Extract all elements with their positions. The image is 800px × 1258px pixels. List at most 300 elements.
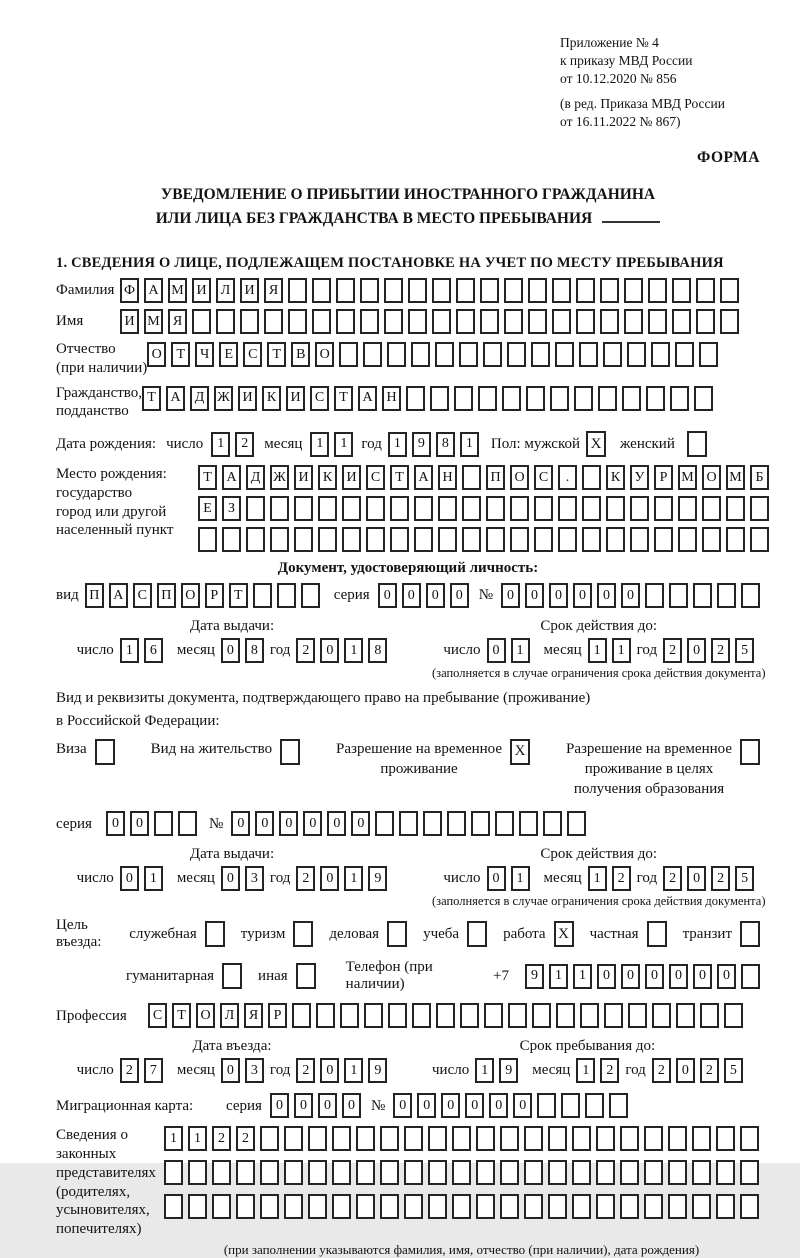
char-box [507, 342, 526, 367]
representatives-row-1 [164, 1126, 759, 1151]
char-box: М [144, 309, 163, 334]
char-box: 0 [221, 1058, 240, 1083]
char-box: 2 [711, 866, 730, 891]
char-box [741, 964, 760, 989]
residence-issue-day-boxes [120, 866, 163, 891]
char-box [548, 1126, 567, 1151]
char-box [240, 309, 259, 334]
purpose-option-work: работа X [503, 921, 574, 947]
char-box: 9 [368, 866, 387, 891]
char-box [178, 811, 197, 836]
char-box: Ж [214, 386, 233, 411]
char-box [604, 1003, 623, 1028]
char-box: 0 [231, 811, 250, 836]
name-label: Имя [56, 313, 84, 330]
char-box [668, 1126, 687, 1151]
char-box [644, 1194, 663, 1219]
amendment-line: (в ред. Приказа МВД России [560, 95, 725, 111]
char-box: 0 [270, 1093, 289, 1118]
char-box [456, 278, 475, 303]
char-box: И [120, 309, 139, 334]
char-box: 1 [188, 1126, 207, 1151]
char-box: 1 [334, 432, 353, 457]
char-box: 2 [652, 1058, 671, 1083]
char-box [628, 1003, 647, 1028]
char-box [260, 1126, 279, 1151]
char-box: 1 [120, 638, 139, 663]
doc-kind-boxes [85, 583, 320, 608]
char-box [558, 527, 577, 552]
char-box [716, 1160, 735, 1185]
char-box [388, 1003, 407, 1028]
char-box [462, 527, 481, 552]
purpose-option-tourism: туризм [241, 921, 314, 947]
migration-card-field [56, 1093, 760, 1118]
char-box: 0 [687, 866, 706, 891]
name-boxes [120, 309, 739, 334]
char-box: 1 [588, 638, 607, 663]
char-box [675, 342, 694, 367]
migration-series-boxes [270, 1093, 361, 1118]
char-box [579, 342, 598, 367]
char-box [384, 309, 403, 334]
patronymic-boxes [147, 342, 718, 367]
entry-dates [56, 1038, 760, 1083]
char-box [236, 1160, 255, 1185]
purpose-checkbox [647, 921, 667, 947]
char-box [452, 1160, 471, 1185]
char-box [270, 496, 289, 521]
representatives-label: Сведения о законных представителях (родителях, усыновителях, попечителях) [56, 1127, 156, 1238]
citizenship-boxes [142, 386, 713, 411]
form-label: ФОРМА [696, 149, 760, 167]
representatives-row-3 [164, 1194, 759, 1219]
char-box [620, 1194, 639, 1219]
char-box [471, 811, 490, 836]
char-box [387, 342, 406, 367]
char-box: 0 [597, 583, 616, 608]
char-box: С [133, 583, 152, 608]
char-box [260, 1194, 279, 1219]
char-box [332, 1160, 351, 1185]
residence-intro-2: в Российской Федерации: [56, 712, 220, 729]
char-box: . [558, 465, 577, 490]
char-box [360, 309, 379, 334]
identity-doc-kind-field [56, 583, 760, 608]
char-box: Р [268, 1003, 287, 1028]
char-box: Ф [120, 278, 139, 303]
char-box [316, 1003, 335, 1028]
char-box [561, 1093, 580, 1118]
residence-expiry-note: (заполняется в случае ограничения срока действия документа) [432, 894, 766, 909]
char-box [531, 342, 550, 367]
char-box [651, 342, 670, 367]
char-box [700, 1003, 719, 1028]
residence-permit-option [151, 739, 300, 765]
char-box: 0 [487, 638, 506, 663]
char-box [460, 1003, 479, 1028]
purpose-option-private: частная [590, 921, 667, 947]
char-box [454, 386, 473, 411]
char-box: 0 [294, 1093, 313, 1118]
char-box: 0 [303, 811, 322, 836]
char-box [284, 1126, 303, 1151]
char-box: 0 [320, 1058, 339, 1083]
char-box: 2 [236, 1126, 255, 1151]
char-box [609, 1093, 628, 1118]
char-box: У [630, 465, 649, 490]
char-box [406, 386, 425, 411]
char-box: 5 [735, 866, 754, 891]
appendix-block [560, 34, 760, 131]
char-box [519, 811, 538, 836]
char-box [435, 342, 454, 367]
char-box [696, 309, 715, 334]
char-box [484, 1003, 503, 1028]
char-box [502, 386, 521, 411]
char-box [624, 278, 643, 303]
residence-expiry-year-boxes [663, 866, 754, 891]
sex-female-label: женский [620, 435, 675, 452]
char-box: О [181, 583, 200, 608]
char-box [423, 811, 442, 836]
char-box: 0 [426, 583, 445, 608]
char-box [537, 1093, 556, 1118]
char-box [301, 583, 320, 608]
purpose-option-humanitarian: гуманитарная [126, 963, 242, 989]
visa-checkbox [95, 739, 115, 765]
char-box [668, 1194, 687, 1219]
char-box [624, 309, 643, 334]
birth-year-boxes [388, 432, 479, 457]
surname-field [56, 278, 760, 303]
char-box [693, 583, 712, 608]
char-box: 0 [693, 964, 712, 989]
char-box [264, 309, 283, 334]
char-box: А [414, 465, 433, 490]
document-title [56, 183, 760, 231]
char-box: А [358, 386, 377, 411]
doc-series-boxes [378, 583, 469, 608]
appendix-line: Приложение № 4 [560, 35, 659, 50]
doc-expiry-year-boxes [663, 638, 754, 663]
char-box [284, 1194, 303, 1219]
char-box [236, 1194, 255, 1219]
char-box: 0 [393, 1093, 412, 1118]
char-box [411, 342, 430, 367]
char-box: 1 [211, 432, 230, 457]
char-box: 0 [645, 964, 664, 989]
char-box [699, 342, 718, 367]
char-box [672, 309, 691, 334]
char-box [670, 386, 689, 411]
char-box [462, 496, 481, 521]
citizenship-field [56, 384, 760, 422]
char-box [508, 1003, 527, 1028]
char-box [720, 309, 739, 334]
char-box: 0 [351, 811, 370, 836]
char-box: 0 [402, 583, 421, 608]
char-box [292, 1003, 311, 1028]
char-box [336, 309, 355, 334]
char-box: 2 [296, 1058, 315, 1083]
entry-date-group: Дата въезда: число 2 7 месяц 0 3 год 2 0 1 9 [56, 1038, 408, 1083]
char-box: 1 [576, 1058, 595, 1083]
purpose-option-study: учеба [423, 921, 487, 947]
char-box [558, 496, 577, 521]
char-box: 5 [735, 638, 754, 663]
purpose-checkbox [387, 921, 407, 947]
char-box [576, 309, 595, 334]
char-box [399, 811, 418, 836]
char-box [678, 496, 697, 521]
char-box [212, 1194, 231, 1219]
residence-permit-label: Вид на жительство [150, 740, 273, 757]
char-box [600, 309, 619, 334]
purpose-checkbox [222, 963, 242, 989]
char-box [750, 496, 769, 521]
char-box: 2 [711, 638, 730, 663]
temp-residence-edu-label: Разрешение на временное проживание в целях получения образования [566, 740, 732, 798]
char-box: О [315, 342, 334, 367]
char-box: Р [205, 583, 224, 608]
residence-intro-1: Вид и реквизиты документа, подтверждающего право на пребывание (проживание) [56, 690, 591, 707]
char-box: О [510, 465, 529, 490]
char-box: 2 [212, 1126, 231, 1151]
char-box [716, 1126, 735, 1151]
char-box: 0 [342, 1093, 361, 1118]
char-box [582, 496, 601, 521]
char-box: 0 [489, 1093, 508, 1118]
residence-series-field [56, 811, 760, 836]
char-box: А [109, 583, 128, 608]
char-box: 1 [344, 866, 363, 891]
char-box [654, 527, 673, 552]
purpose-option-other: иная [258, 963, 316, 989]
purpose-row-1 [56, 917, 760, 951]
identity-doc-heading: Документ, удостоверяющий личность: [277, 560, 539, 577]
char-box [534, 527, 553, 552]
temp-residence-edu-checkbox [740, 739, 760, 765]
doc-expiry-heading: Срок действия до: [540, 618, 658, 635]
char-box [483, 342, 502, 367]
char-box [452, 1126, 471, 1151]
char-box: Т [229, 583, 248, 608]
char-box: Я [244, 1003, 263, 1028]
char-box: 0 [221, 638, 240, 663]
char-box: С [310, 386, 329, 411]
visa-label: Виза [56, 740, 87, 757]
residence-expiry-heading: Срок действия до: [540, 846, 658, 863]
doc-issue-month-boxes [221, 638, 264, 663]
char-box [504, 278, 523, 303]
char-box: 0 [465, 1093, 484, 1118]
char-box [726, 496, 745, 521]
char-box: 0 [255, 811, 274, 836]
residence-permit-checkbox [280, 739, 300, 765]
char-box [380, 1160, 399, 1185]
char-box [342, 527, 361, 552]
doc-series-label: серия [333, 587, 370, 604]
char-box [606, 527, 625, 552]
char-box [312, 309, 331, 334]
migration-number-boxes [393, 1093, 628, 1118]
char-box [627, 342, 646, 367]
doc-number-boxes [501, 583, 760, 608]
char-box [574, 386, 593, 411]
char-box [412, 1003, 431, 1028]
char-box [572, 1126, 591, 1151]
char-box [192, 309, 211, 334]
char-box: 5 [724, 1058, 743, 1083]
char-box [332, 1126, 351, 1151]
char-box [438, 527, 457, 552]
stay-month-boxes [576, 1058, 619, 1083]
char-box: П [486, 465, 505, 490]
char-box [154, 811, 173, 836]
char-box: А [222, 465, 241, 490]
char-box: И [286, 386, 305, 411]
char-box: 2 [663, 866, 682, 891]
char-box: 1 [588, 866, 607, 891]
birth-place-label: Место рождения: государство город или другой населенный пункт [56, 466, 174, 539]
char-box: П [157, 583, 176, 608]
char-box [582, 465, 601, 490]
char-box [552, 309, 571, 334]
char-box [524, 1194, 543, 1219]
purpose-checkbox [293, 921, 313, 947]
char-box: 0 [487, 866, 506, 891]
char-box [532, 1003, 551, 1028]
entry-day-boxes [120, 1058, 163, 1083]
char-box [696, 278, 715, 303]
char-box [556, 1003, 575, 1028]
patronymic-label: Отчество (при наличии) [56, 341, 148, 376]
char-box [548, 1160, 567, 1185]
residence-expiry-day-boxes [487, 866, 530, 891]
purpose-row-2 [126, 959, 760, 993]
char-box [404, 1160, 423, 1185]
char-box: М [726, 465, 745, 490]
purpose-option-business-trip: служебная [129, 921, 225, 947]
char-box [270, 527, 289, 552]
residence-permit-options [56, 739, 760, 800]
birth-year-label: год [361, 435, 382, 452]
char-box [308, 1126, 327, 1151]
char-box [596, 1160, 615, 1185]
char-box [668, 1160, 687, 1185]
char-box: Л [216, 278, 235, 303]
char-box [692, 1194, 711, 1219]
title-line-2: ИЛИ ЛИЦА БЕЗ ГРАЖДАНСТВА В МЕСТО ПРЕБЫВАНИЯ [56, 207, 760, 231]
visa-option [56, 739, 115, 765]
char-box [630, 496, 649, 521]
char-box [524, 1160, 543, 1185]
char-box [288, 278, 307, 303]
title-blank-underline [602, 209, 660, 223]
char-box: 2 [612, 866, 631, 891]
purpose-label: Цель въезда: [56, 917, 102, 951]
char-box: Л [220, 1003, 239, 1028]
char-box [277, 583, 296, 608]
stay-until-group: Срок пребывания до: число 1 9 месяц 1 2 год 2 0 2 5 [432, 1038, 743, 1083]
char-box [652, 1003, 671, 1028]
purpose-option-transit: транзит [683, 921, 760, 947]
char-box [260, 1160, 279, 1185]
representatives-boxes [164, 1126, 759, 1258]
char-box [716, 1194, 735, 1219]
char-box: 9 [368, 1058, 387, 1083]
char-box: 1 [460, 432, 479, 457]
char-box [724, 1003, 743, 1028]
char-box [644, 1126, 663, 1151]
char-box [504, 309, 523, 334]
temp-residence-checkbox: X [510, 739, 530, 765]
purpose-checkbox [467, 921, 487, 947]
appendix-line: к приказу МВД России [560, 53, 693, 69]
doc-kind-label: вид [56, 587, 79, 604]
char-box: Я [264, 278, 283, 303]
purpose-checkbox [296, 963, 316, 989]
char-box: О [702, 465, 721, 490]
char-box [603, 342, 622, 367]
char-box: 1 [549, 964, 568, 989]
char-box [222, 527, 241, 552]
char-box: И [294, 465, 313, 490]
char-box: К [318, 465, 337, 490]
char-box [543, 811, 562, 836]
birth-day-label: число [166, 435, 204, 452]
char-box [284, 1160, 303, 1185]
char-box: 1 [511, 866, 530, 891]
birth-place-field [56, 465, 764, 552]
char-box [404, 1194, 423, 1219]
char-box: 0 [450, 583, 469, 608]
char-box: 0 [441, 1093, 460, 1118]
char-box [384, 278, 403, 303]
char-box [428, 1126, 447, 1151]
char-box [246, 496, 265, 521]
char-box: 1 [612, 638, 631, 663]
char-box [428, 1194, 447, 1219]
char-box: 0 [676, 1058, 695, 1083]
char-box: 0 [106, 811, 125, 836]
profession-boxes [148, 1003, 743, 1028]
char-box: Н [438, 465, 457, 490]
profession-label: Профессия [56, 1007, 127, 1024]
char-box: О [196, 1003, 215, 1028]
char-box [717, 583, 736, 608]
doc-expiry-day-boxes [487, 638, 530, 663]
char-box [390, 527, 409, 552]
char-box: 0 [221, 866, 240, 891]
char-box [702, 527, 721, 552]
birth-date-label: Дата рождения: [56, 435, 157, 452]
char-box: 0 [621, 964, 640, 989]
representatives-row-2 [164, 1160, 759, 1185]
char-box: Т [390, 465, 409, 490]
char-box [596, 1126, 615, 1151]
char-box [366, 527, 385, 552]
char-box [452, 1194, 471, 1219]
char-box [432, 309, 451, 334]
birth-place-boxes [198, 465, 769, 552]
birth-place-row-3 [198, 527, 769, 552]
char-box [288, 309, 307, 334]
char-box [648, 278, 667, 303]
purpose-checkbox: X [554, 921, 574, 947]
char-box [606, 496, 625, 521]
